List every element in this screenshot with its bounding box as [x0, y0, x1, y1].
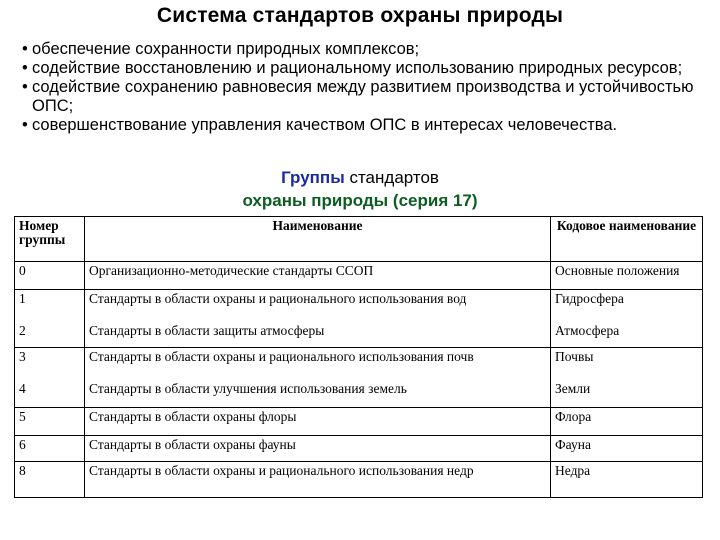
table-header-row — [15, 217, 703, 262]
header-group-number: Номер группы — [15, 217, 85, 262]
row-code: Флора — [551, 408, 703, 436]
list-item: • совершенствование управления качеством ОПС в интересах человечества. — [22, 116, 712, 135]
page-title: Система стандартов охраны природы — [156, 4, 564, 27]
row-number: 2 — [19, 323, 26, 338]
row-code-pair — [551, 290, 703, 348]
row-name-pair — [85, 348, 551, 408]
row-name: Стандарты в области охраны и рационального использования почв — [89, 349, 474, 364]
row-code: Недра — [551, 462, 703, 498]
row-number: 0 — [15, 262, 85, 290]
goals-list — [22, 40, 712, 135]
row-name-pair — [85, 290, 551, 348]
row-code: Гидросфера — [555, 291, 624, 306]
standards-table — [14, 216, 703, 498]
row-number-pair — [15, 348, 85, 408]
table-row-pair — [15, 290, 703, 348]
caption-standards-word: стандартов — [344, 168, 439, 187]
row-name: Стандарты в области охраны и рационального использования вод — [89, 291, 467, 306]
row-number: 6 — [15, 436, 85, 462]
row-name: Стандарты в области охраны и рационального использования недр — [85, 462, 551, 498]
table-caption-line1 — [0, 168, 720, 188]
row-number: 8 — [15, 462, 85, 498]
list-item: • содействие восстановлению и рациональному использованию природных ресурсов; — [22, 59, 712, 78]
row-code: Почвы — [555, 349, 594, 364]
row-number: 5 — [15, 408, 85, 436]
caption-groups-word: Группы — [281, 168, 345, 187]
row-name: Организационно-методические стандарты ССОП — [85, 262, 551, 290]
list-item: • содействие сохранению равновесия между развитием производства и устойчивостью ОПС; — [22, 78, 712, 116]
row-code: Фауна — [551, 436, 703, 462]
list-item: • обеспечение сохранности природных комплексов; — [22, 40, 712, 59]
row-name: Стандарты в области улучшения использования земель — [89, 381, 407, 396]
row-number: 4 — [19, 381, 26, 396]
table-row — [15, 462, 703, 498]
row-name: Стандарты в области охраны фауны — [85, 436, 551, 462]
header-name: Наименование — [85, 217, 551, 262]
row-number-pair — [15, 290, 85, 348]
table-row — [15, 408, 703, 436]
row-name: Стандарты в области охраны флоры — [85, 408, 551, 436]
row-code: Основные положения — [551, 262, 703, 290]
row-number: 1 — [19, 291, 26, 306]
row-number: 3 — [19, 349, 26, 364]
row-code-pair — [551, 348, 703, 408]
row-code: Атмосфера — [555, 323, 620, 338]
header-code-name: Кодовое наименование — [551, 217, 703, 262]
table-caption-line2: охраны природы (серия 17) — [242, 191, 478, 210]
row-name: Стандарты в области защиты атмосферы — [89, 323, 325, 338]
table-row — [15, 262, 703, 290]
row-code: Земли — [555, 381, 591, 396]
table-row — [15, 436, 703, 462]
table-row-pair — [15, 348, 703, 408]
